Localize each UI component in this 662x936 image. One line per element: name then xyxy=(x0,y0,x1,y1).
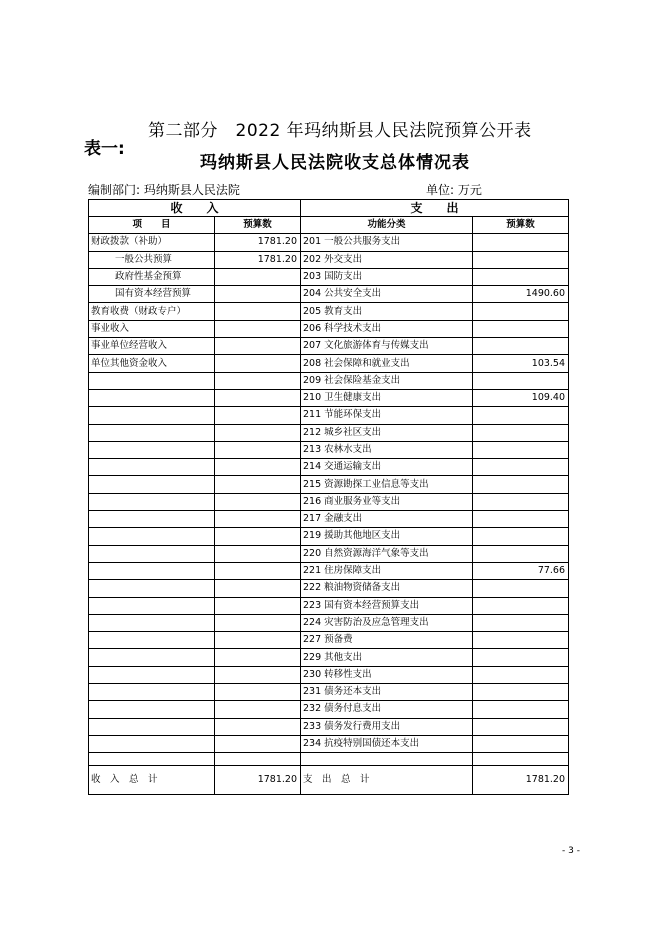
expense-item-cell: 217 金融支出 xyxy=(301,511,473,528)
income-item-cell: 政府性基金预算 xyxy=(89,268,215,285)
income-value-cell xyxy=(215,666,301,683)
income-value-cell xyxy=(215,424,301,441)
income-header: 收 入 xyxy=(89,200,301,217)
expense-item-cell: 223 国有资本经营预算支出 xyxy=(301,597,473,614)
income-total-value: 1781.20 xyxy=(215,766,301,795)
expense-value-cell xyxy=(473,632,569,649)
expense-item-cell: 229 其他支出 xyxy=(301,649,473,666)
expense-item-cell: 219 援助其他地区支出 xyxy=(301,528,473,545)
expense-item-cell: 233 债务发行费用支出 xyxy=(301,718,473,735)
expense-value-cell xyxy=(473,476,569,493)
expense-value-cell xyxy=(473,684,569,701)
expense-value-cell: 77.66 xyxy=(473,562,569,579)
income-value-cell xyxy=(215,684,301,701)
table-row xyxy=(89,562,569,579)
expense-item-cell: 230 转移性支出 xyxy=(301,666,473,683)
expense-item-cell: 203 国防支出 xyxy=(301,268,473,285)
table-row xyxy=(89,493,569,510)
income-value-cell xyxy=(215,320,301,337)
expense-value-cell xyxy=(473,597,569,614)
expense-value-cell xyxy=(473,407,569,424)
income-value-cell xyxy=(215,459,301,476)
income-item-cell: 一般公共预算 xyxy=(89,251,215,268)
income-item-cell xyxy=(89,441,215,458)
income-item-cell xyxy=(89,459,215,476)
income-value-cell xyxy=(215,407,301,424)
header-row xyxy=(89,200,569,217)
expense-item-cell: 212 城乡社区支出 xyxy=(301,424,473,441)
table-row xyxy=(89,338,569,355)
income-value-cell xyxy=(215,355,301,372)
income-value-cell xyxy=(215,286,301,303)
income-item-cell xyxy=(89,424,215,441)
table-row xyxy=(89,355,569,372)
expense-item-cell: 205 教育支出 xyxy=(301,303,473,320)
table-row xyxy=(89,580,569,597)
expense-item-cell: 220 自然资源海洋气象等支出 xyxy=(301,545,473,562)
table-row xyxy=(89,597,569,614)
expense-item-cell: 213 农林水支出 xyxy=(301,441,473,458)
income-item-cell xyxy=(89,632,215,649)
income-item-cell xyxy=(89,580,215,597)
table-row xyxy=(89,718,569,735)
expense-value-cell xyxy=(473,718,569,735)
expense-item-cell: 209 社会保险基金支出 xyxy=(301,372,473,389)
table-row xyxy=(89,251,569,268)
table-row xyxy=(89,268,569,285)
expense-value-cell: 1490.60 xyxy=(473,286,569,303)
income-value-cell xyxy=(215,476,301,493)
income-value-cell xyxy=(215,441,301,458)
expense-total-value: 1781.20 xyxy=(473,766,569,795)
income-value-cell: 1781.20 xyxy=(215,234,301,251)
blank-cell xyxy=(89,753,215,766)
expense-value-cell xyxy=(473,649,569,666)
expense-value-cell xyxy=(473,545,569,562)
income-value-cell xyxy=(215,735,301,752)
income-item-cell xyxy=(89,562,215,579)
expense-value-cell xyxy=(473,441,569,458)
income-value-cell xyxy=(215,372,301,389)
income-value-cell: 1781.20 xyxy=(215,251,301,268)
expense-item-cell: 224 灾害防治及应急管理支出 xyxy=(301,614,473,631)
expense-value-cell xyxy=(473,234,569,251)
expense-item-cell: 214 交通运输支出 xyxy=(301,459,473,476)
expense-value-cell xyxy=(473,424,569,441)
income-item-cell xyxy=(89,666,215,683)
income-item-cell xyxy=(89,735,215,752)
table-row xyxy=(89,372,569,389)
income-item-cell: 单位其他资金收入 xyxy=(89,355,215,372)
table-row xyxy=(89,649,569,666)
expense-item-cell: 232 债务付息支出 xyxy=(301,701,473,718)
table-row xyxy=(89,632,569,649)
item-column-header: 项 目 xyxy=(89,217,215,234)
section-title: 第二部分 2022 年玛纳斯县人民法院预算公开表 xyxy=(148,121,532,141)
subheader-row xyxy=(89,217,569,234)
page-number: - 3 - xyxy=(562,846,580,856)
budget2-column-header: 预算数 xyxy=(473,217,569,234)
expense-item-cell: 201 一般公共服务支出 xyxy=(301,234,473,251)
table-row xyxy=(89,441,569,458)
expense-value-cell xyxy=(473,493,569,510)
expense-value-cell xyxy=(473,580,569,597)
expense-item-cell: 208 社会保障和就业支出 xyxy=(301,355,473,372)
income-item-cell: 教育收费（财政专户） xyxy=(89,303,215,320)
expense-item-cell: 231 债务还本支出 xyxy=(301,684,473,701)
income-value-cell xyxy=(215,597,301,614)
income-item-cell xyxy=(89,493,215,510)
expense-value-cell xyxy=(473,735,569,752)
income-item-cell xyxy=(89,718,215,735)
income-item-cell xyxy=(89,389,215,406)
table-row xyxy=(89,684,569,701)
income-item-cell xyxy=(89,597,215,614)
income-total-label: 收 入 总 计 xyxy=(89,766,215,795)
expense-value-cell xyxy=(473,528,569,545)
expense-value-cell xyxy=(473,666,569,683)
expense-item-cell: 204 公共安全支出 xyxy=(301,286,473,303)
income-item-cell: 财政拨款（补助） xyxy=(89,234,215,251)
income-item-cell xyxy=(89,684,215,701)
expense-item-cell: 211 节能环保支出 xyxy=(301,407,473,424)
income-item-cell: 事业收入 xyxy=(89,320,215,337)
blank-row xyxy=(89,753,569,766)
expense-value-cell xyxy=(473,338,569,355)
income-value-cell xyxy=(215,303,301,320)
table-row xyxy=(89,407,569,424)
expense-item-cell: 227 预备费 xyxy=(301,632,473,649)
income-value-cell xyxy=(215,701,301,718)
table-row xyxy=(89,286,569,303)
income-item-cell: 国有资本经营预算 xyxy=(89,286,215,303)
table-row xyxy=(89,528,569,545)
income-value-cell xyxy=(215,389,301,406)
expense-item-cell: 216 商业服务业等支出 xyxy=(301,493,473,510)
expense-value-cell xyxy=(473,459,569,476)
income-value-cell xyxy=(215,493,301,510)
func-column-header: 功能分类 xyxy=(301,217,473,234)
income-item-cell xyxy=(89,545,215,562)
income-item-cell xyxy=(89,614,215,631)
expense-value-cell xyxy=(473,251,569,268)
expense-item-cell: 207 文化旅游体育与传媒支出 xyxy=(301,338,473,355)
table-row xyxy=(89,666,569,683)
table-row xyxy=(89,735,569,752)
table-row xyxy=(89,545,569,562)
expense-value-cell xyxy=(473,614,569,631)
expense-value-cell: 109.40 xyxy=(473,389,569,406)
income-value-cell xyxy=(215,528,301,545)
income-value-cell xyxy=(215,562,301,579)
income-value-cell xyxy=(215,718,301,735)
income-item-cell xyxy=(89,511,215,528)
expense-value-cell xyxy=(473,372,569,389)
table-row xyxy=(89,511,569,528)
table-row xyxy=(89,424,569,441)
table-row xyxy=(89,389,569,406)
expense-value-cell xyxy=(473,511,569,528)
expense-header: 支 出 xyxy=(301,200,569,217)
table-row xyxy=(89,234,569,251)
expense-item-cell: 206 科学技术支出 xyxy=(301,320,473,337)
income-value-cell xyxy=(215,580,301,597)
page-title: 玛纳斯县人民法院收支总体情况表 xyxy=(200,153,470,173)
unit-label: 单位: 万元 xyxy=(426,183,482,197)
dept-label: 编制部门: 玛纳斯县人民法院 xyxy=(88,183,240,197)
expense-value-cell xyxy=(473,320,569,337)
income-value-cell xyxy=(215,632,301,649)
expense-item-cell: 210 卫生健康支出 xyxy=(301,389,473,406)
table-row xyxy=(89,303,569,320)
blank-cell xyxy=(473,753,569,766)
income-item-cell xyxy=(89,701,215,718)
table-row xyxy=(89,476,569,493)
blank-cell xyxy=(301,753,473,766)
income-item-cell: 事业单位经营收入 xyxy=(89,338,215,355)
expense-value-cell: 103.54 xyxy=(473,355,569,372)
income-value-cell xyxy=(215,614,301,631)
expense-item-cell: 221 住房保障支出 xyxy=(301,562,473,579)
table-row xyxy=(89,614,569,631)
table-row xyxy=(89,320,569,337)
income-value-cell xyxy=(215,338,301,355)
table-row xyxy=(89,701,569,718)
expense-item-cell: 222 粮油物资储备支出 xyxy=(301,580,473,597)
expense-item-cell: 215 资源勘探工业信息等支出 xyxy=(301,476,473,493)
budget-table xyxy=(88,199,569,795)
expense-item-cell: 202 外交支出 xyxy=(301,251,473,268)
income-item-cell xyxy=(89,476,215,493)
income-value-cell xyxy=(215,545,301,562)
income-item-cell xyxy=(89,372,215,389)
table-row xyxy=(89,459,569,476)
income-value-cell xyxy=(215,268,301,285)
budget-column-header: 预算数 xyxy=(215,217,301,234)
income-item-cell xyxy=(89,649,215,666)
income-item-cell xyxy=(89,407,215,424)
income-value-cell xyxy=(215,511,301,528)
expense-value-cell xyxy=(473,701,569,718)
expense-value-cell xyxy=(473,268,569,285)
blank-cell xyxy=(215,753,301,766)
income-value-cell xyxy=(215,649,301,666)
expense-total-label: 支 出 总 计 xyxy=(301,766,473,795)
income-item-cell xyxy=(89,528,215,545)
table-label: 表一: xyxy=(84,139,125,159)
expense-item-cell: 234 抗疫特别国债还本支出 xyxy=(301,735,473,752)
expense-value-cell xyxy=(473,303,569,320)
total-row xyxy=(89,766,569,795)
